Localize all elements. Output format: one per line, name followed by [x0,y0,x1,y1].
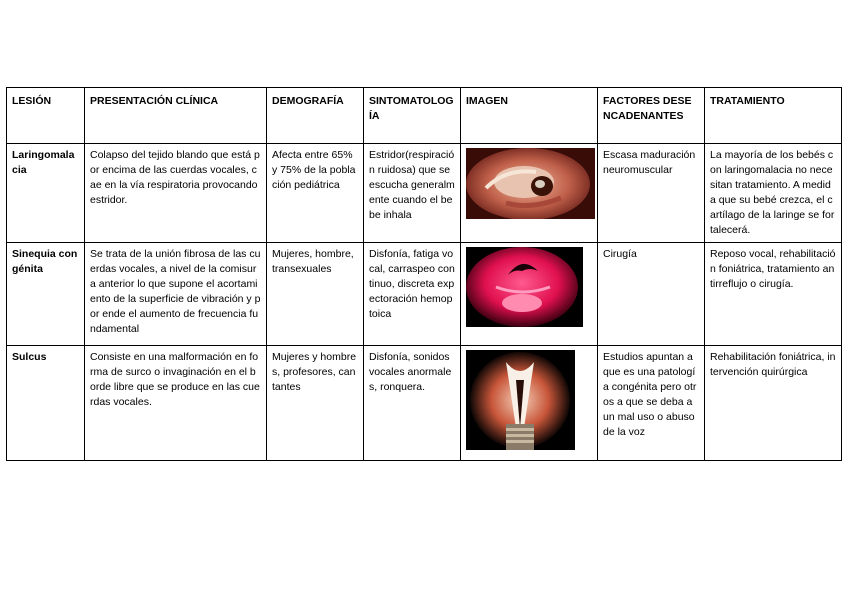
synechia-endoscopy-photo [466,247,583,327]
treatment-cell: Rehabilitación foniátrica, intervención quirúrgica [705,346,842,461]
factors-cell: Estudios apuntan a que es una patología congénita pero otros a que se deba a un mal uso o abuso de la voz [598,346,705,461]
table-row [7,243,842,346]
symptom-cell: Estridor(respiración ruidosa) que se escucha generalmente cuando el bebe inhala [364,144,461,243]
demography-cell: Afecta entre 65% y 75% de la población pediátrica [267,144,364,243]
header-symptomatology: SINTOMATOLOGÍA [364,88,461,144]
image-cell [461,346,598,461]
symptom-cell: Disfonía, sonidos vocales anormales, ronquera. [364,346,461,461]
treatment-cell: Reposo vocal, rehabilitación foniátrica, tratamiento antirreflujo o cirugía. [705,243,842,346]
header-demography: DEMOGRAFÍA [267,88,364,144]
table-row [7,144,842,243]
clinical-cell: Consiste en una malformación en forma de surco o invaginación en el borde libre que se produce en las cuerdas vocales. [85,346,267,461]
lesions-table [6,87,842,461]
header-triggering-factors: FACTORES DESENCADENANTES [598,88,705,144]
clinical-cell: Se trata de la unión fibrosa de las cuerdas vocales, a nivel de la comisura anterior lo que supone el acortamiento de la superficie de vibración y por ende el aumento de frecuencia fundamental [85,243,267,346]
header-row [7,88,842,144]
table-row [7,346,842,461]
header-treatment: TRATAMIENTO [705,88,842,144]
demography-cell: Mujeres y hombres, profesores, cantantes [267,346,364,461]
laryngomalacia-endoscopy-photo [466,148,595,219]
header-image: IMAGEN [461,88,598,144]
factors-cell: Cirugía [598,243,705,346]
factors-cell: Escasa maduración neuromuscular [598,144,705,243]
header-clinical-presentation: PRESENTACIÓN CLÍNICA [85,88,267,144]
treatment-cell: La mayoría de los bebés con laringomalacia no necesitan tratamiento. A medida que su bebé crezca, el cartílago de la laringe se fortalecerá. [705,144,842,243]
image-cell [461,243,598,346]
image-cell [461,144,598,243]
lesion-cell: Sinequia congénita [7,243,85,346]
lesion-cell: Laringomalacia [7,144,85,243]
symptom-cell: Disfonía, fatiga vocal, carraspeo continuo, discreta expectoración hemoptoica [364,243,461,346]
demography-cell: Mujeres, hombre, transexuales [267,243,364,346]
clinical-cell: Colapso del tejido blando que está por encima de las cuerdas vocales, cae en la vía respiratoria provocando estridor. [85,144,267,243]
header-lesion: LESIÓN [7,88,85,144]
lesion-cell: Sulcus [7,346,85,461]
sulcus-endoscopy-photo [466,350,575,450]
